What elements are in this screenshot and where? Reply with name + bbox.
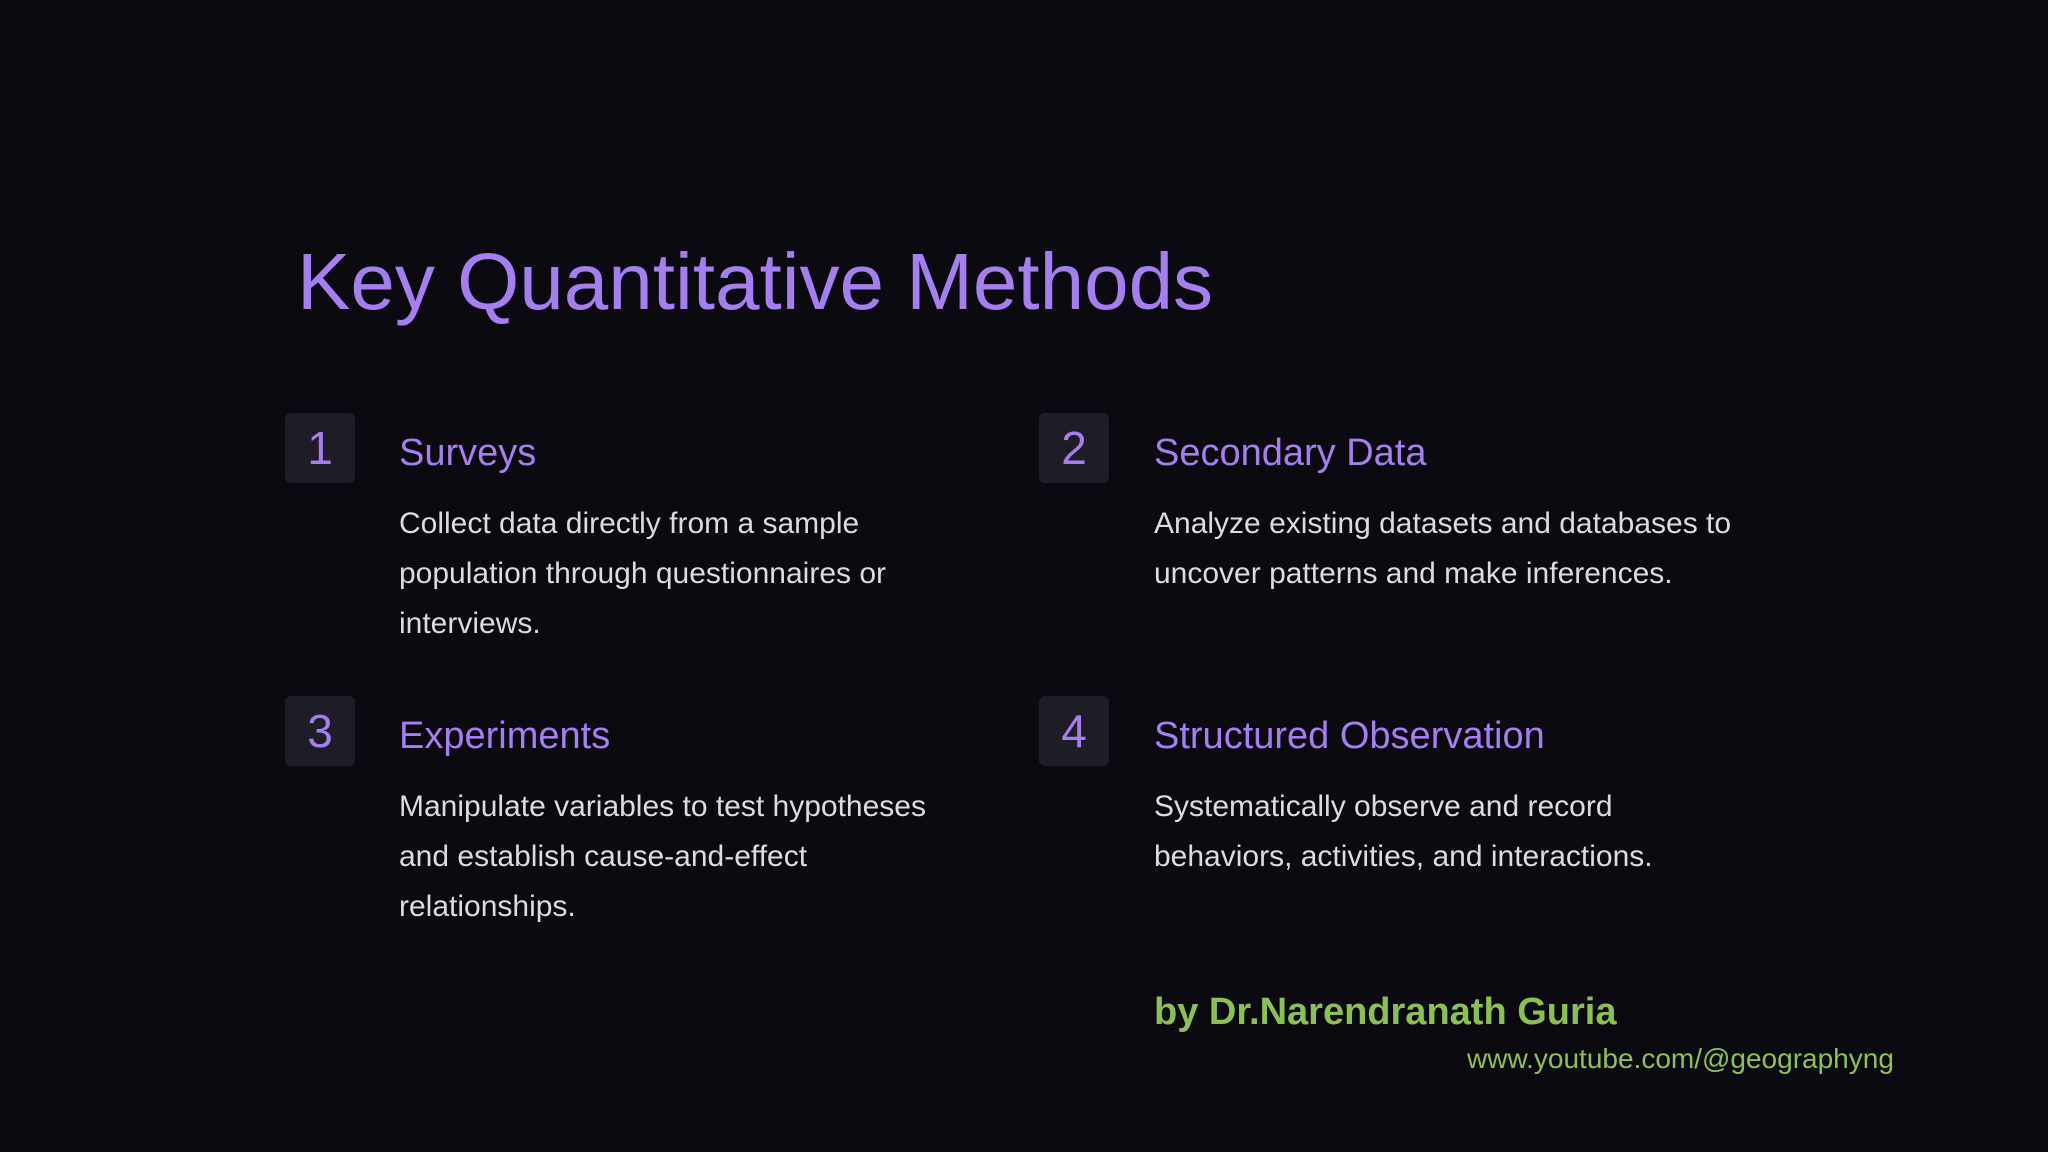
method-description: Manipulate variables to test hypotheses and establish cause-and-effect relationships. <box>399 790 926 923</box>
channel-url: www.youtube.com/@geographyng <box>1467 1043 1894 1074</box>
method-number-badge: 4 <box>1039 696 1109 766</box>
method-description: Collect data directly from a sample population through questionnaires or interviews. <box>399 507 887 640</box>
method-number-badge: 3 <box>285 696 355 766</box>
method-description: Systematically observe and record behaviors, activities, and interactions. <box>1154 790 1653 873</box>
method-title: Experiments <box>399 715 611 757</box>
method-title: Secondary Data <box>1154 432 1427 474</box>
method-title: Structured Observation <box>1154 715 1545 757</box>
method-description: Analyze existing datasets and databases to uncover patterns and make inferences. <box>1154 507 1732 590</box>
method-number-badge: 2 <box>1039 413 1109 483</box>
method-number-badge: 1 <box>285 413 355 483</box>
author-credit: by Dr.Narendranath Guria <box>1154 991 1617 1033</box>
slide-title: Key Quantitative Methods <box>297 237 1214 326</box>
method-title: Surveys <box>399 432 537 474</box>
